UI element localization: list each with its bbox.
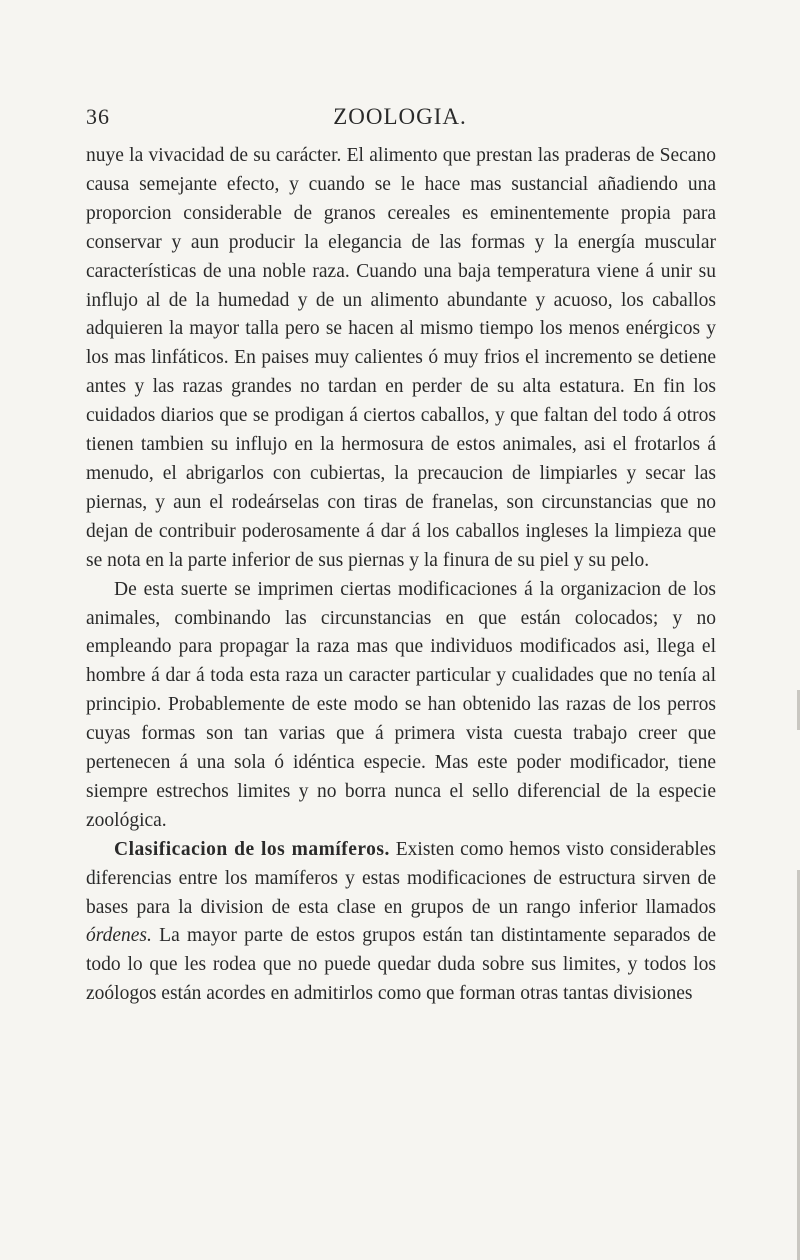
page-header xyxy=(86,104,714,138)
paragraph-3 xyxy=(86,836,716,1009)
running-title: ZOOLOGIA. xyxy=(333,104,467,129)
paragraph-3-text-b: La mayor parte de estos grupos están tan distintamente separados de todo lo que les rodea que no puede quedar duda sobre sus limites, y todos los zoólogos están acordes en admitirlos como que forman otras tantas divisiones xyxy=(86,925,716,1005)
body-text xyxy=(86,142,716,1009)
paragraph-2: De esta suerte se imprimen ciertas modificaciones á la organizacion de los animales, combinando las circunstancias en que están colocados; y no empleando para propagar la raza mas que individuos modificados asi, llega el hombre á dar á toda esta raza un caracter particular y cualidades que no tenía al principio. Probablemente de este modo se han obtenido las razas de los perros cuyas formas son tan varias que á primera vista cuesta trabajo creer que pertenecen á una sola ó idéntica especie. Mas este poder modificador, tiene siempre estrechos limites y no borra nunca el sello diferencial de la especie zoológica. xyxy=(86,578,716,831)
paragraph-3-text-a: Existen como hemos visto considerables diferencias entre los mamíferos y estas modificaciones de estructura sirven de bases para la division de esta clase en grupos de un rango inferior llamados xyxy=(86,838,716,918)
section-heading: Clasificacion de los mamíferos. xyxy=(114,838,390,860)
italic-term: órdenes. xyxy=(86,925,152,947)
paragraph-1: nuye la vivacidad de su carácter. El alimento que prestan las praderas de Secano causa semejante efecto, y cuando se le hace mas sustancial añadiendo una proporcion considerable de granos cereales es eminentemente propia para conservar y aun producir la elegancia de las formas y la energía muscular características de una noble raza. Cuando una baja temperatura viene á unir su influjo al de la humedad y de un alimento abundante y acuoso, los caballos adquieren la mayor talla pero se hacen al mismo tiempo los menos enérgicos y los mas linfáticos. En paises muy calientes ó muy frios el incremento se detiene antes y las razas grandes no tardan en perder de su alta estatura. En fin los cuidados diarios que se prodigan á ciertos caballos, y que faltan del todo á otros tienen tambien su influjo en la hermosura de estos animales, asi el frotarlos á menudo, el abrigarlos con cubiertas, la precaucion de limpiarles y secar las piernas, y aun el rodeárselas con tiras de franelas, son circunstancias que no dejan de contribuir poderosamente á dar á los caballos ingleses la limpieza que se nota en la parte inferior de sus piernas y la finura de su piel y su pelo. xyxy=(86,145,716,571)
page-number: 36 xyxy=(86,104,110,129)
